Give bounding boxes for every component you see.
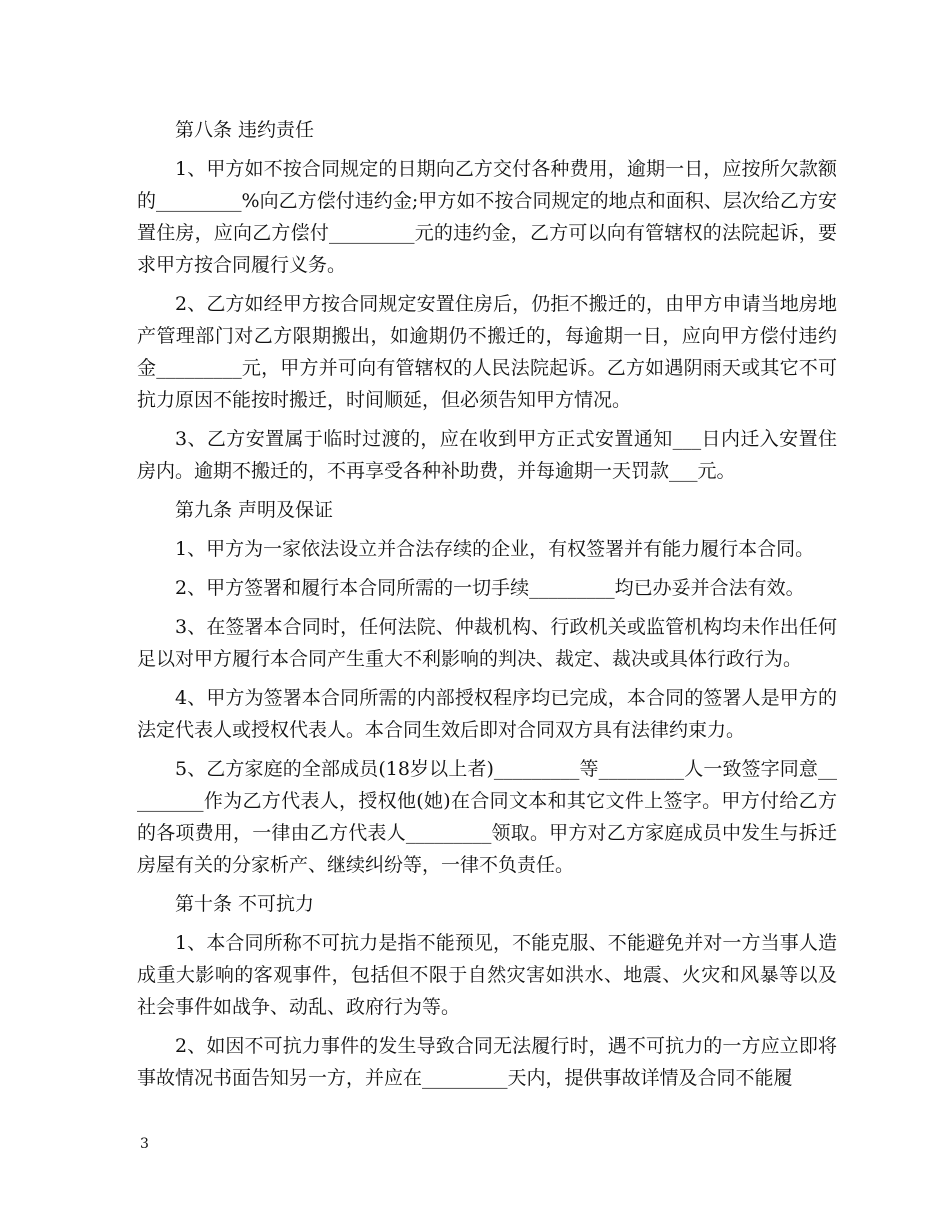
clause-paragraph: 3、乙方安置属于临时过渡的，应在收到甲方正式安置通知___日内迁入安置住房内。逾期不搬迁的，不再享受各种补助费，并每逾期一天罚款___元。 <box>137 428 837 482</box>
clause-paragraph: 2、甲方签署和履行本合同所需的一切手续_________均已办妥并合法有效。 <box>175 577 805 599</box>
article-heading: 第九条 声明及保证 <box>175 499 334 521</box>
page-number: 3 <box>140 1136 149 1152</box>
clause-paragraph: 2、如因不可抗力事件的发生导致合同无法履行时，遇不可抗力的一方应立即将事故情况书面告知另一方，并应在_________天内，提供事故详情及合同不能履 <box>137 1035 837 1089</box>
article-heading: 第八条 违约责任 <box>175 119 315 141</box>
clause-paragraph: 1、甲方如不按合同规定的日期向乙方交付各种费用，逾期一日，应按所欠款额的_________%向乙方偿付违约金;甲方如不按合同规定的地点和面积、层次给乙方安置住房，应向乙方偿付_________元的违约金，乙方可以向有管辖权的法院起诉，要求甲方按合同履行义务。 <box>137 158 837 276</box>
article-heading: 第十条 不可抗力 <box>175 893 315 915</box>
document-body <box>137 114 837 1094</box>
clause-paragraph: 1、本合同所称不可抗力是指不能预见，不能克服、不能避免并对一方当事人造成重大影响的客观事件，包括但不限于自然灾害如洪水、地震、火灾和风暴等以及社会事件如战争、动乱、政府行为等。 <box>137 932 837 1018</box>
clause-paragraph: 3、在签署本合同时，任何法院、仲裁机构、行政机关或监管机构均未作出任何足以对甲方履行本合同产生重大不利影响的判决、裁定、裁决或具体行政行为。 <box>137 616 837 670</box>
clause-paragraph: 2、乙方如经甲方按合同规定安置住房后，仍拒不搬迁的，由甲方申请当地房地产管理部门对乙方限期搬出，如逾期仍不搬迁的，每逾期一日，应向甲方偿付违约金_________元，甲方并可向有管辖权的人民法院起诉。乙方如遇阴雨天或其它不可抗力原因不能按时搬迁，时间顺延，但必须告知甲方情况。 <box>137 293 837 411</box>
clause-paragraph: 1、甲方为一家依法设立并合法存续的企业，有权签署并有能力履行本合同。 <box>175 538 815 560</box>
clause-paragraph: 4、甲方为签署本合同所需的内部授权程序均已完成，本合同的签署人是甲方的法定代表人或授权代表人。本合同生效后即对合同双方具有法律约束力。 <box>137 687 837 741</box>
clause-paragraph: 5、乙方家庭的全部成员(18岁以上者)_________等_________人一致签字同意_________作为乙方代表人，授权他(她)在合同文本和其它文件上签字。甲方付给乙方的各项费用，一律由乙方代表人_________领取。甲方对乙方家庭成员中发生与拆迁房屋有关的分家析产、继续纠纷等，一律不负责任。 <box>137 758 837 876</box>
